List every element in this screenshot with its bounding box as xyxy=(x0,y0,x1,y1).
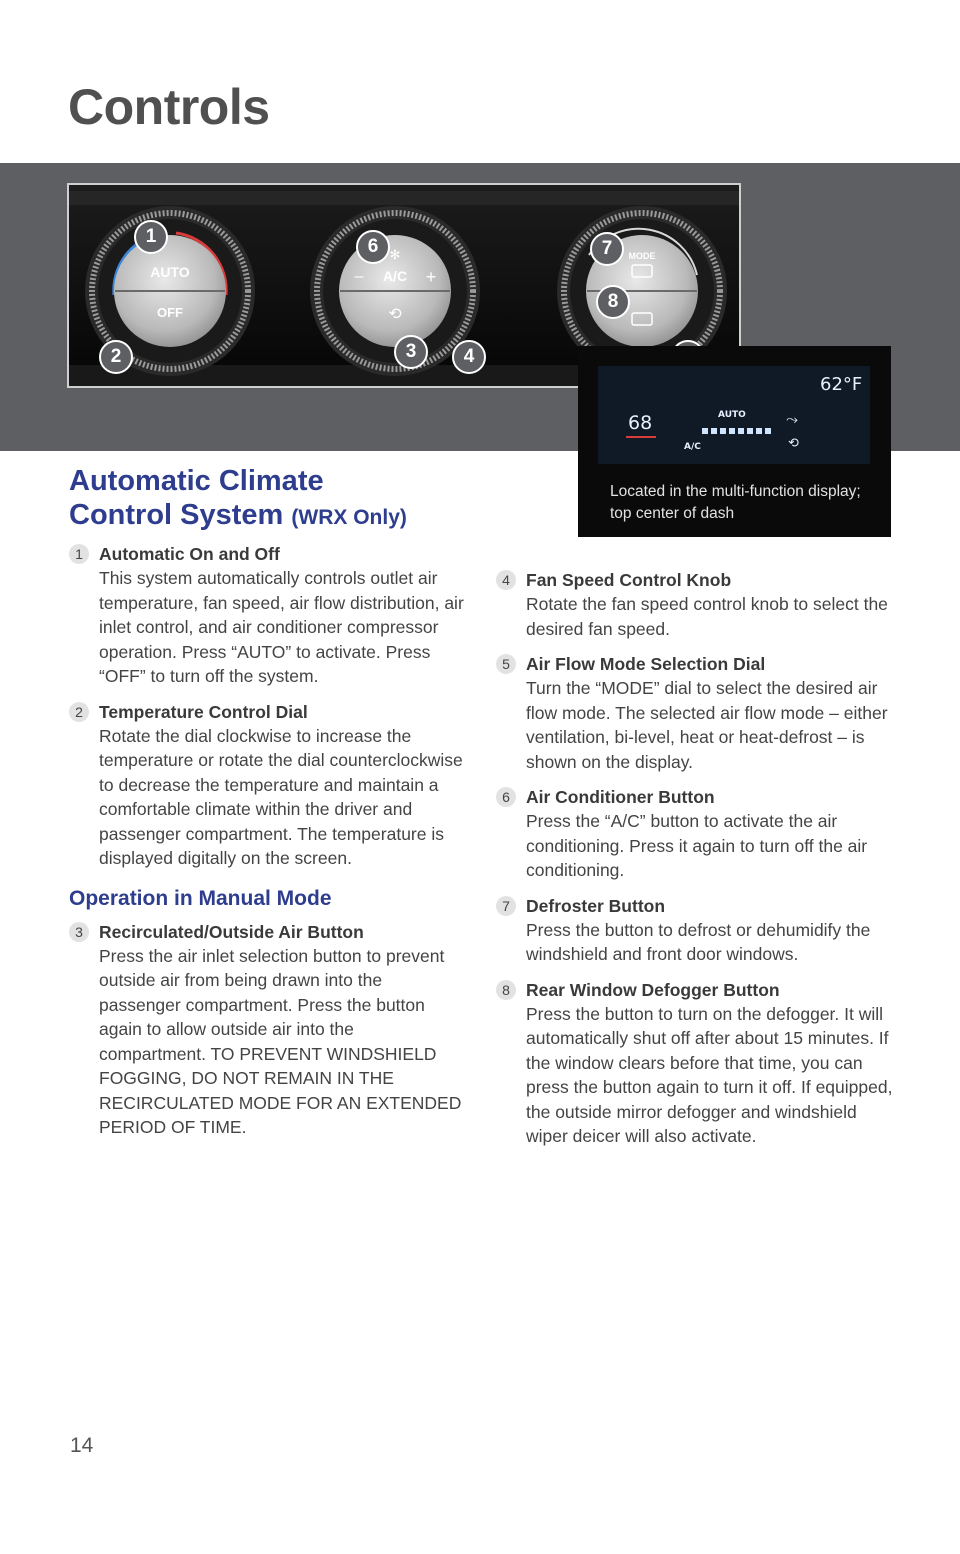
item-title: Automatic On and Off xyxy=(99,544,280,564)
display-caption: Located in the multi-function display; top center of dash xyxy=(610,483,861,522)
item-text: This system automatically controls outlet air temperature, fan speed, air flow distribution, air inlet control, and air conditioner compressor operation. Press “AUTO” to activate. Press “OFF” to turn off the system. xyxy=(99,568,464,686)
item-title: Recirculated/Outside Air Button xyxy=(99,921,364,942)
mode-label: MODE xyxy=(628,251,656,261)
multi-function-display-inset xyxy=(578,346,891,537)
item-number: 2 xyxy=(69,702,89,722)
item-title: Rear Window Defogger Button xyxy=(526,979,780,1000)
fan-level-bar xyxy=(702,428,772,434)
item-number: 6 xyxy=(496,787,516,807)
list-item xyxy=(496,569,896,641)
item-title: Air Conditioner Button xyxy=(526,787,715,807)
callout-6: 6 xyxy=(356,230,390,264)
display-screen xyxy=(598,366,870,464)
item-title: Air Flow Mode Selection Dial xyxy=(526,654,766,674)
item-title: Temperature Control Dial xyxy=(99,701,308,722)
item-number: 5 xyxy=(496,654,516,674)
list-item xyxy=(69,701,464,871)
right-column xyxy=(496,569,896,1161)
callout-3: 3 xyxy=(394,335,428,369)
display-ac: A/C xyxy=(684,442,701,452)
item-text: Rotate the dial clockwise to increase the temperature or rotate the dial counterclockwise to decrease the temperature and maintain a comfortable climate within the driver and passenger compartment. The temperature is displayed digitally on the screen. xyxy=(99,725,463,868)
section-title xyxy=(69,464,407,535)
item-text: Press the button to turn on the defogger. It will automatically shut off after about 15 minutes. If the window clears before that time, you can press the button again to turn it off. If equipped, the outside mirror defogger and windshield wiper deicer will also activate. xyxy=(526,1003,893,1146)
page-number: 14 xyxy=(70,1434,94,1457)
item-text: Rotate the fan speed control knob to select the desired fan speed. xyxy=(526,594,888,639)
fan-plus-label: + xyxy=(425,267,437,287)
item-text: Press the air inlet selection button to prevent outside air from being drawn into the passenger compartment. Press the button again to allow outside air into the compartment. TO PREVENT WINDSHIELD FOGGING, DO NOT REMAIN IN THE RECIRCULATED MODE FOR AN EXTENDED PERIOD OF TIME. xyxy=(99,945,462,1137)
item-number: 7 xyxy=(496,896,516,916)
page-title: Controls xyxy=(68,79,270,135)
item-number: 1 xyxy=(69,544,89,564)
list-item xyxy=(496,786,896,883)
display-temp-right: 62°F xyxy=(820,374,863,395)
list-item xyxy=(69,543,464,689)
manual-mode-heading: Operation in Manual Mode xyxy=(69,886,332,910)
left-column xyxy=(69,543,464,1152)
recirculate-display-icon: ⟲ xyxy=(788,436,799,451)
off-button-label: OFF xyxy=(157,305,183,320)
recirculate-icon: ⟲ xyxy=(388,304,402,323)
section-title-line1: Automatic Climate xyxy=(69,465,324,497)
section-title-suffix: (WRX Only) xyxy=(291,506,407,529)
airflow-icon: ⤳ xyxy=(786,410,799,428)
callout-2: 2 xyxy=(99,340,133,374)
callout-7: 7 xyxy=(590,232,624,266)
callout-8: 8 xyxy=(596,285,630,319)
ac-button-label: A/C xyxy=(382,268,408,284)
list-item xyxy=(69,921,464,1140)
display-auto: AUTO xyxy=(718,410,746,420)
callout-1: 1 xyxy=(134,220,168,254)
fan-minus-label: – xyxy=(354,268,364,285)
list-item xyxy=(496,895,896,967)
list-item xyxy=(496,979,896,1149)
item-number: 4 xyxy=(496,570,516,590)
item-text: Press the “A/C” button to activate the air conditioning. Press it again to turn off the air conditioning. xyxy=(526,811,868,880)
list-item xyxy=(496,653,896,774)
callout-4: 4 xyxy=(452,340,486,374)
item-title: Fan Speed Control Knob xyxy=(526,570,732,590)
item-number: 3 xyxy=(69,922,89,942)
item-title: Defroster Button xyxy=(526,895,666,916)
item-number: 8 xyxy=(496,980,516,1000)
section-title-line2: Control System xyxy=(69,499,284,531)
item-text: Press the button to defrost or dehumidify the windshield and front door windows. xyxy=(526,919,871,964)
fan-icon: ✻ xyxy=(389,248,401,263)
auto-button-label: AUTO xyxy=(150,264,190,280)
display-temp-left: 68 xyxy=(628,412,653,434)
item-text: Turn the “MODE” dial to select the desired air flow mode. The selected air flow mode – either ventilation, bi-level, heat or heat-defrost – is shown on the display. xyxy=(526,678,888,772)
